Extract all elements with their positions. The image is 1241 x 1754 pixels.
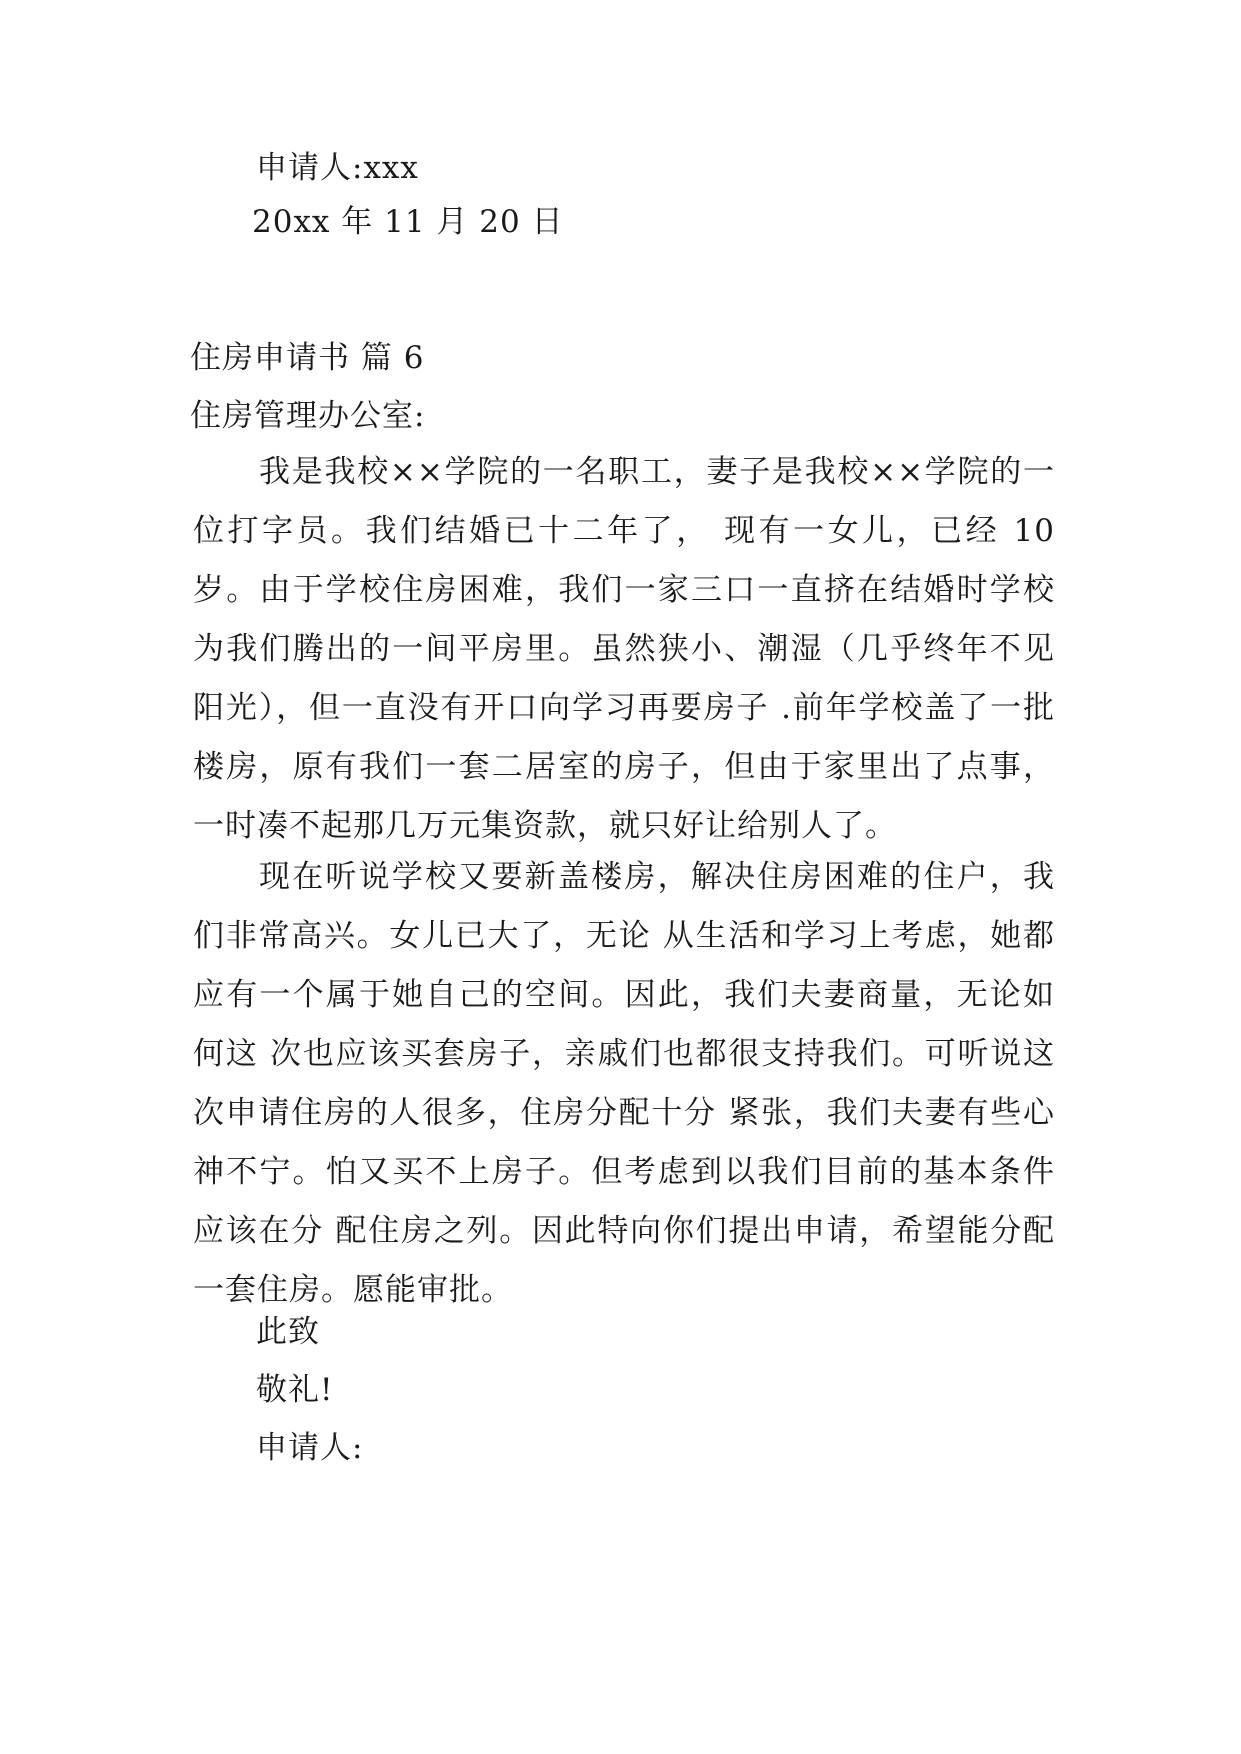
body-paragraph-2: 现在听说学校又要新盖楼房，解决住房困难的住户，我们非常高兴。女儿已大了，无论 从生活和学习上考虑，她都应有一个属于她自己的空间。因此，我们夫妻商量，无论如何这 次也应该买套房子，亲戚们也都很支持我们。可听说这次申请住房的人很多，住房分配十分 紧张，我们夫妻有些心神不宁。怕又买不上房子。但考虑到以我们目前的基本条件应该在分 配住房之列。因此特向你们提出申请，希望能分配一套住房。愿能审批。: [193, 859, 1055, 1308]
previous-date-line: 20xx 年 11 月 20 日: [252, 204, 564, 240]
previous-applicant-line: 申请人:xxx: [256, 150, 419, 186]
signature-label: 申请人:: [256, 1430, 364, 1466]
section-heading: 住房申请书 篇 6: [190, 340, 425, 376]
body-paragraph-1: 我是我校××学院的一名职工，妻子是我校××学院的一位打字员。我们结婚已十二年了， 现有一女儿，已经 10 岁。由于学校住房困难，我们一家三口一直挤在结婚时学校为我们腾出的一间平房里。虽然狭小、潮湿（几乎终年不见阳光），但一直没有开口向学习再要房子 .前年学校盖了一批楼房，原有我们一套二居室的房子，但由于家里出了点事，一时凑不起那几万元集资款，就只好让给别人了。: [193, 454, 1055, 844]
closing-salutation: 此致: [256, 1314, 320, 1350]
closing-respect: 敬礼!: [256, 1372, 334, 1408]
addressee: 住房管理办公室:: [190, 398, 426, 434]
